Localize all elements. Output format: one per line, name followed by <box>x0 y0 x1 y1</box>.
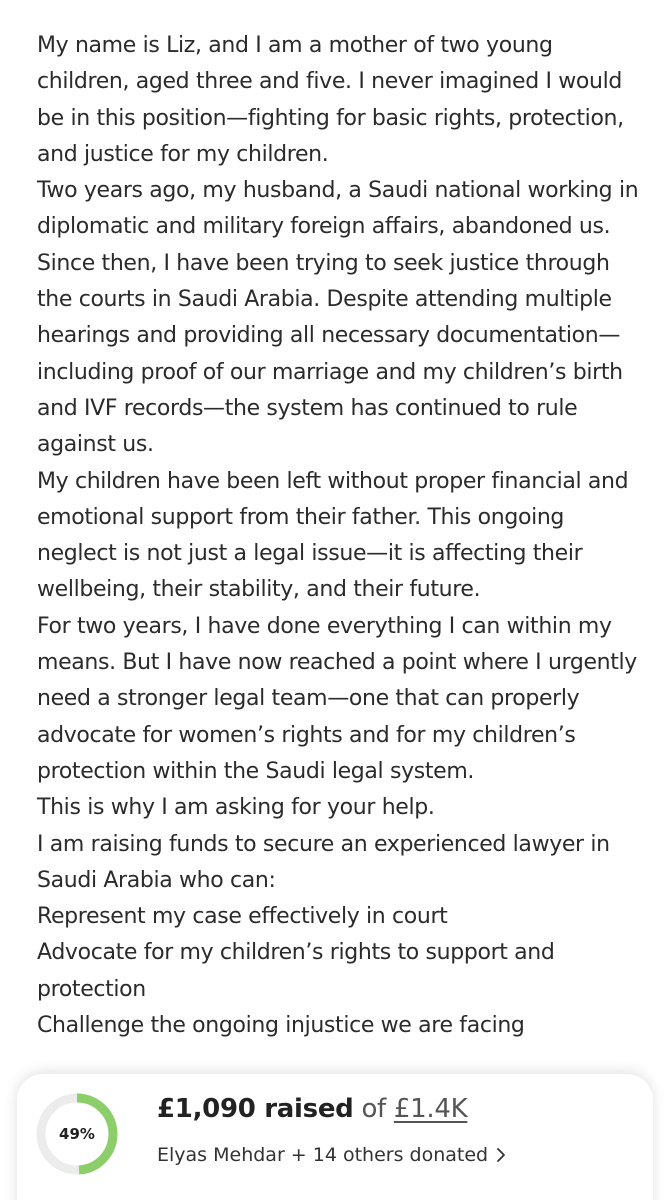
story-list-item: Challenge the ongoing injustice we are facing <box>37 1013 525 1039</box>
story-list-item: Advocate for my children’s rights to support and protection <box>37 940 555 1002</box>
donors-link[interactable] <box>157 1144 506 1166</box>
story-paragraph: My children have been left without proper financial and emotional support from their father. This ongoing neglect is not just a legal issue—it is affecting their wellbeing, their stability, and their future. <box>37 468 629 603</box>
raised-summary <box>157 1094 467 1124</box>
story-paragraph: This is why I am asking for your help. <box>37 795 435 821</box>
story-paragraph: Two years ago, my husband, a Saudi national working in diplomatic and military foreign affairs, abandoned us. Since then, I have been trying to seek justice through the courts in Saudi Arabia. Despite attending multiple hearings and providing all necessary documentation—including proof of our marriage and my children’s birth and IVF records—the system has continued to rule against us. <box>37 178 639 458</box>
of-text: of <box>361 1094 386 1124</box>
goal-amount[interactable]: £1.4K <box>393 1094 468 1124</box>
story-paragraph: My name is Liz, and I am a mother of two young children, aged three and five. I never imagined I would be in this position—fighting for basic rights, protection, and justice for my children. <box>37 33 624 167</box>
story-list-item: Represent my case effectively in court <box>37 904 448 930</box>
donors-text: Elyas Mehdar + 14 others donated <box>157 1144 489 1166</box>
story-text <box>37 28 649 1044</box>
chevron-right-icon <box>496 1147 506 1163</box>
story-paragraph: For two years, I have done everything I can within my means. But I have now reached a point where I urgently need a stronger legal team—one that can properly advocate for women’s rights and for my children’s protection within the Saudi legal system. <box>37 613 637 784</box>
progress-percentage: 49% <box>59 1125 95 1143</box>
amount-raised: £1,090 raised <box>157 1094 354 1124</box>
donation-progress-card[interactable] <box>17 1074 653 1200</box>
story-paragraph: I am raising funds to secure an experienced lawyer in Saudi Arabia who can: <box>37 831 610 893</box>
